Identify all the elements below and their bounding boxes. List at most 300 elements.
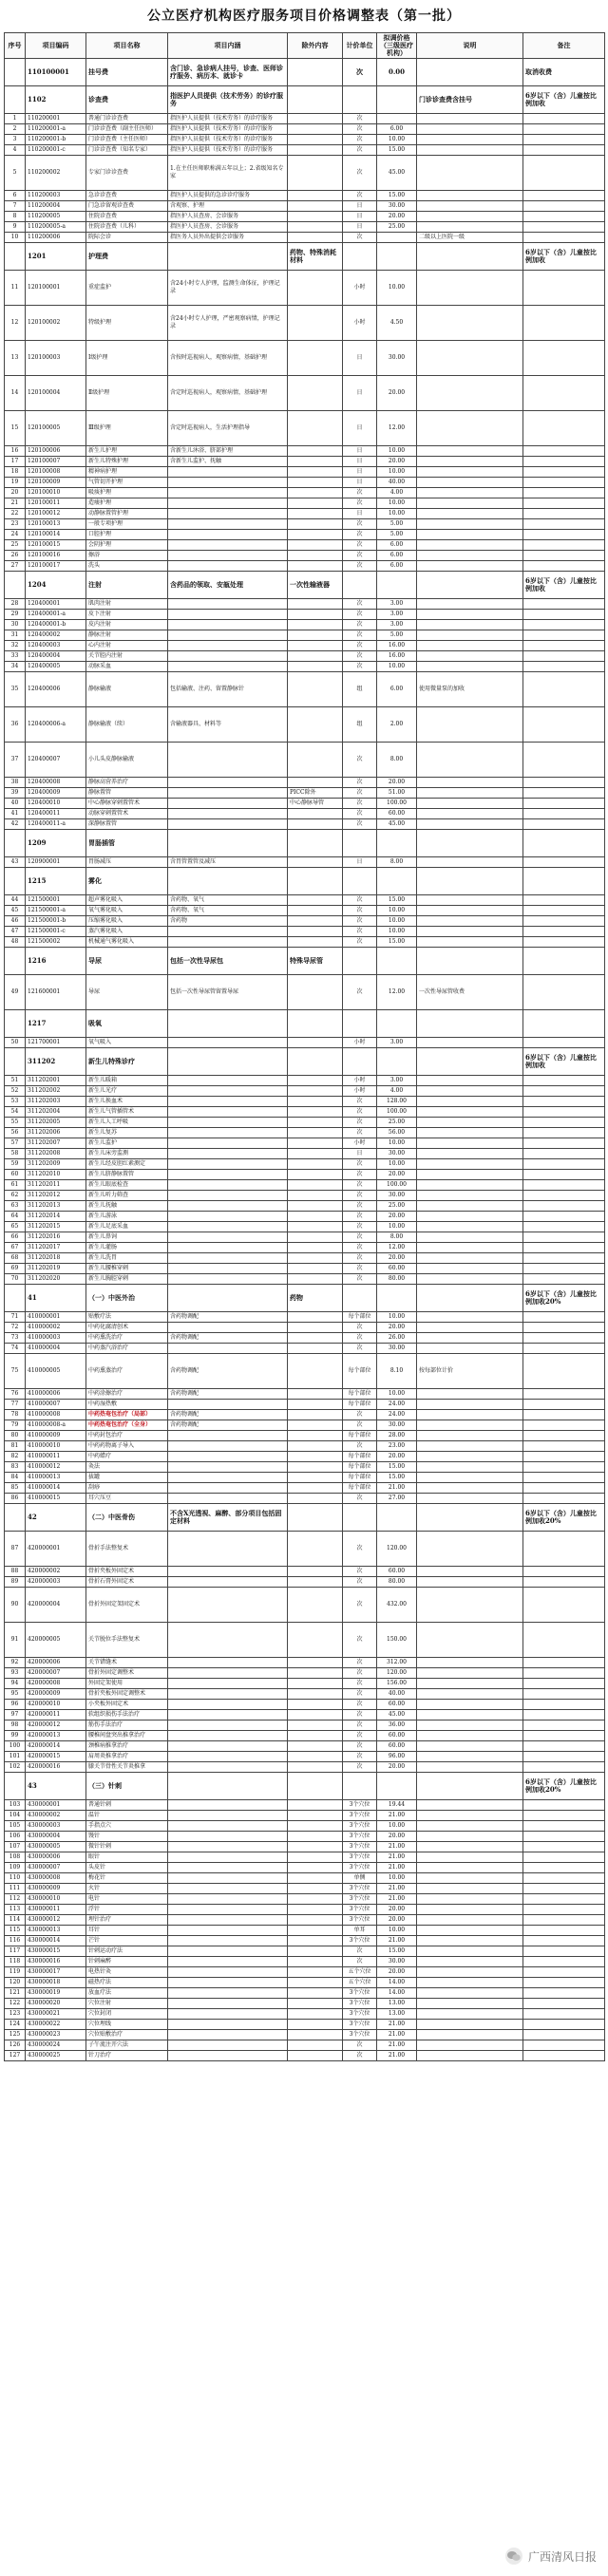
cell-name: 特级护理 (86, 306, 168, 341)
cell-code: 120100017 (26, 561, 86, 572)
cell-seq: 36 (5, 707, 26, 743)
cell-seq: 95 (5, 1689, 26, 1700)
cell-content: 含药品的领取、安瓿处理 (168, 572, 288, 599)
cell-unit: 次 (343, 599, 377, 610)
cell-seq (5, 1773, 26, 1800)
cell-note (417, 1999, 523, 2009)
cell-remark (523, 1170, 605, 1180)
cell-remark (523, 651, 605, 662)
cell-name: 中心静脉穿刺置管术 (86, 799, 168, 809)
cell-note (417, 1086, 523, 1097)
cell-content: 指医护人员提供（技术劳务）的诊疗服务 (168, 135, 288, 145)
cell-unit: 日 (343, 222, 377, 233)
cell-name: 住院诊查费（儿科） (86, 222, 168, 233)
cell-code: 1204 (26, 572, 86, 599)
cell-price: 10.00 (377, 927, 417, 937)
cell-content (168, 1274, 288, 1285)
cell-remark (523, 509, 605, 519)
cell-note (417, 1811, 523, 1821)
cell-content: 含药物调配 (168, 1312, 288, 1323)
cell-seq: 75 (5, 1354, 26, 1389)
cell-remark (523, 1588, 605, 1623)
cell-unit: 次 (343, 124, 377, 135)
cell-seq: 109 (5, 1863, 26, 1873)
cell-name: 新生儿经皮胆红素测定 (86, 1159, 168, 1170)
cell-seq: 79 (5, 1420, 26, 1431)
cell-name: 骨折夹板外固定调整术 (86, 1689, 168, 1700)
cell-unit: 次 (343, 1752, 377, 1762)
cell-price: 3.00 (377, 610, 417, 620)
cell-content (168, 1532, 288, 1567)
cell-exclude (288, 1264, 343, 1274)
table-row (5, 857, 605, 868)
cell-seq: 100 (5, 1741, 26, 1752)
cell-unit: 3个穴位 (343, 1800, 377, 1811)
cell-code: 42 (26, 1504, 86, 1532)
cell-seq (5, 572, 26, 599)
table-row (5, 1323, 605, 1333)
cell-code: 110200004 (26, 201, 86, 212)
cell-code: 430000025 (26, 2051, 86, 2061)
cell-content: 含药物、氧气 (168, 906, 288, 916)
cell-note (417, 830, 523, 857)
cell-unit: 日 (343, 509, 377, 519)
cell-seq: 50 (5, 1038, 26, 1048)
cell-note (417, 561, 523, 572)
cell-remark (523, 1354, 605, 1389)
cell-note (417, 778, 523, 788)
cell-note (417, 1936, 523, 1946)
cell-code: 120400002 (26, 630, 86, 641)
cell-exclude (288, 271, 343, 306)
cell-name: 贴敷疗法 (86, 1312, 168, 1323)
cell-unit: 单侧 (343, 1873, 377, 1884)
cell-price: 40.00 (377, 1689, 417, 1700)
cell-remark (523, 467, 605, 478)
cell-note (417, 306, 523, 341)
cell-remark (523, 1852, 605, 1863)
cell-code: 420000007 (26, 1668, 86, 1679)
cell-note (417, 1462, 523, 1473)
table-row (5, 1473, 605, 1483)
cell-code: 120100015 (26, 540, 86, 551)
category-row (5, 572, 605, 599)
cell-remark (523, 1884, 605, 1894)
cell-code: 430000011 (26, 1905, 86, 1915)
cell-exclude (288, 778, 343, 788)
cell-exclude (288, 1946, 343, 1957)
cell-name: 肌肉注射 (86, 599, 168, 610)
cell-remark (523, 1679, 605, 1689)
cell-exclude (288, 1452, 343, 1462)
cell-code: 110200005-a (26, 222, 86, 233)
cell-remark (523, 1191, 605, 1201)
table-row (5, 788, 605, 799)
cell-exclude: 特殊导尿管 (288, 948, 343, 975)
cell-name: 梅花针 (86, 1873, 168, 1884)
table-row (5, 446, 605, 457)
table-row (5, 1274, 605, 1285)
cell-unit: 3个穴位 (343, 1811, 377, 1821)
cell-price: 10.00 (377, 271, 417, 306)
cell-content (168, 1191, 288, 1201)
cell-exclude (288, 1410, 343, 1420)
cell-unit: 次 (343, 975, 377, 1010)
cell-remark (523, 519, 605, 530)
cell-remark (523, 1731, 605, 1741)
cell-remark (523, 212, 605, 222)
cell-note (417, 1389, 523, 1400)
cell-name: 头皮针 (86, 1863, 168, 1873)
cell-seq: 65 (5, 1222, 26, 1232)
cell-unit: 小时 (343, 1138, 377, 1149)
cell-exclude (288, 1710, 343, 1720)
cell-content (168, 927, 288, 937)
cell-seq: 73 (5, 1333, 26, 1344)
cell-name: 电针 (86, 1894, 168, 1905)
cell-price: 21.00 (377, 1483, 417, 1494)
cell-code: 120400011-a (26, 819, 86, 830)
cell-name: 皮下注射 (86, 610, 168, 620)
cell-unit: 次 (343, 1243, 377, 1253)
cell-unit: 次 (343, 1323, 377, 1333)
cell-name: 穴位注射 (86, 1999, 168, 2009)
cell-exclude (288, 233, 343, 243)
cell-unit: 次 (343, 561, 377, 572)
cell-remark: 6岁以下（含）儿童按比例加收 (523, 86, 605, 114)
cell-name: 芒针 (86, 1936, 168, 1946)
cell-remark (523, 114, 605, 124)
cell-content: 指医护人员查房、会诊服务 (168, 212, 288, 222)
cell-name: （三）针刺 (86, 1773, 168, 1800)
table-row (5, 743, 605, 778)
cell-seq: 62 (5, 1191, 26, 1201)
cell-content (168, 819, 288, 830)
cell-remark: 6岁以下（含）儿童按比例加收 (523, 1048, 605, 1076)
cell-seq: 61 (5, 1180, 26, 1191)
cell-unit: 单耳 (343, 1926, 377, 1936)
cell-content (168, 610, 288, 620)
table-row (5, 498, 605, 509)
table-row (5, 2051, 605, 2061)
cell-exclude (288, 376, 343, 411)
cell-name: 磁热疗法 (86, 1978, 168, 1988)
cell-name: 动静脉置管护理 (86, 509, 168, 519)
cell-exclude (288, 1441, 343, 1452)
cell-name: 中药热奄包治疗（局部） (86, 1410, 168, 1420)
cell-name: 针刺运动疗法 (86, 1946, 168, 1957)
cell-remark (523, 551, 605, 561)
cell-seq: 74 (5, 1344, 26, 1354)
cell-price: 40.00 (377, 478, 417, 488)
cell-unit (343, 1010, 377, 1038)
cell-name: 新生儿胸腔穿刺 (86, 1274, 168, 1285)
cell-note (417, 1344, 523, 1354)
cell-name: 软组织损伤手法治疗 (86, 1710, 168, 1720)
cell-unit: 次 (343, 743, 377, 778)
cell-unit: 小时 (343, 271, 377, 306)
cell-content (168, 620, 288, 630)
cell-content (168, 1344, 288, 1354)
cell-note (417, 1128, 523, 1138)
cell-exclude (288, 2020, 343, 2030)
table-row (5, 457, 605, 467)
cell-seq: 45 (5, 906, 26, 916)
cell-name: 中药蜡疗 (86, 1452, 168, 1462)
cell-note: 按每部位计价 (417, 1354, 523, 1389)
cell-remark (523, 1967, 605, 1978)
cell-exclude (288, 1679, 343, 1689)
cell-unit (343, 1773, 377, 1800)
cell-code: 311202009 (26, 1159, 86, 1170)
cell-code: 110200001-c (26, 145, 86, 156)
cell-price: 3.00 (377, 599, 417, 610)
cell-remark (523, 1689, 605, 1700)
cell-remark (523, 1946, 605, 1957)
cell-note (417, 1957, 523, 1967)
cell-name: 子午流注开穴法 (86, 2040, 168, 2051)
cell-unit: 每个部位 (343, 1462, 377, 1473)
cell-seq: 123 (5, 2009, 26, 2020)
cell-price: 13.00 (377, 1999, 417, 2009)
cell-price: 20.00 (377, 1452, 417, 1462)
cell-price: 4.00 (377, 1086, 417, 1097)
cell-name: 新生儿足底采血 (86, 1222, 168, 1232)
cell-name: 超声雾化吸入 (86, 895, 168, 906)
table-row (5, 1354, 605, 1389)
cell-content (168, 651, 288, 662)
cell-exclude (288, 1010, 343, 1038)
cell-exclude (288, 1097, 343, 1107)
cell-note (417, 1623, 523, 1658)
cell-content: 含输液器具、材料等 (168, 707, 288, 743)
cell-code: 120100003 (26, 341, 86, 376)
cell-code: 110200005 (26, 212, 86, 222)
cell-unit: 日 (343, 201, 377, 212)
table-row (5, 2009, 605, 2020)
cell-price: 8.10 (377, 1354, 417, 1389)
category-row (5, 1285, 605, 1312)
cell-note (417, 446, 523, 457)
cell-content (168, 2040, 288, 2051)
cell-note (417, 1967, 523, 1978)
cell-content (168, 1128, 288, 1138)
cell-unit: 次 (343, 2051, 377, 2061)
cell-seq (5, 1048, 26, 1076)
cell-content (168, 830, 288, 857)
cell-seq: 39 (5, 788, 26, 799)
cell-note (417, 1107, 523, 1118)
cell-exclude (288, 1999, 343, 2009)
cell-seq: 22 (5, 509, 26, 519)
table-row (5, 341, 605, 376)
cell-name: 动脉采血 (86, 662, 168, 672)
cell-name: 新生儿床旁监测 (86, 1149, 168, 1159)
cell-seq: 7 (5, 201, 26, 212)
cell-remark (523, 1441, 605, 1452)
cell-unit: 次 (343, 1623, 377, 1658)
table-row (5, 306, 605, 341)
cell-price (377, 1285, 417, 1312)
cell-remark (523, 948, 605, 975)
wechat-icon (505, 2548, 522, 2565)
cell-exclude (288, 743, 343, 778)
cell-seq (5, 868, 26, 895)
cell-remark (523, 145, 605, 156)
cell-remark (523, 1243, 605, 1253)
cell-price: 28.00 (377, 1431, 417, 1441)
cell-note (417, 498, 523, 509)
cell-code: 120400003 (26, 641, 86, 651)
cell-name: 新生儿游泳 (86, 1212, 168, 1222)
cell-code: 420000006 (26, 1658, 86, 1668)
cell-content (168, 1999, 288, 2009)
cell-code: 410000012 (26, 1462, 86, 1473)
cell-remark (523, 906, 605, 916)
cell-name: 穴位贴敷治疗 (86, 2030, 168, 2040)
cell-exclude (288, 672, 343, 707)
cell-content: 含定时巡视病人，观察病情，基础护理 (168, 376, 288, 411)
cell-code: 311202014 (26, 1212, 86, 1222)
cell-note (417, 1097, 523, 1107)
cell-content (168, 1905, 288, 1915)
cell-seq: 5 (5, 156, 26, 191)
col-header-name: 项目名称 (86, 33, 168, 59)
cell-name: 一般专项护理 (86, 519, 168, 530)
cell-code: 311202018 (26, 1253, 86, 1264)
cell-name: 雾化 (86, 868, 168, 895)
cell-price: 8.00 (377, 1232, 417, 1243)
cell-name: 外固定架使用 (86, 1679, 168, 1689)
col-header-code: 项目编码 (26, 33, 86, 59)
cell-content (168, 778, 288, 788)
cell-remark (523, 707, 605, 743)
cell-price: 30.00 (377, 1149, 417, 1159)
cell-name: 门诊诊查费（知名专家） (86, 145, 168, 156)
cell-content (168, 1323, 288, 1333)
cell-code: 420000008 (26, 1679, 86, 1689)
cell-name: 新生儿灌肠 (86, 1243, 168, 1253)
cell-exclude (288, 306, 343, 341)
cell-code: 120400009 (26, 788, 86, 799)
cell-price: 21.00 (377, 1852, 417, 1863)
cell-exclude (288, 212, 343, 222)
table-row (5, 1658, 605, 1668)
cell-exclude (288, 1741, 343, 1752)
cell-price (377, 1504, 417, 1532)
cell-remark (523, 1623, 605, 1658)
cell-remark (523, 478, 605, 488)
cell-remark (523, 1842, 605, 1852)
table-row (5, 1926, 605, 1936)
cell-price: 60.00 (377, 1741, 417, 1752)
cell-note (417, 1915, 523, 1926)
cell-price: 12.00 (377, 411, 417, 446)
cell-exclude (288, 341, 343, 376)
cell-seq: 69 (5, 1264, 26, 1274)
cell-note (417, 530, 523, 540)
cell-exclude (288, 145, 343, 156)
table-row (5, 1400, 605, 1410)
cell-code: 121500001-b (26, 916, 86, 927)
cell-exclude (288, 1623, 343, 1658)
cell-content (168, 1731, 288, 1741)
cell-code: 420000010 (26, 1700, 86, 1710)
cell-content (168, 1852, 288, 1863)
cell-name: 静脉置管 (86, 788, 168, 799)
cell-exclude (288, 467, 343, 478)
cell-remark (523, 1532, 605, 1567)
table-row (5, 937, 605, 948)
col-header-unit: 计价单位 (343, 33, 377, 59)
cell-price: 5.00 (377, 630, 417, 641)
cell-code: 121500001-a (26, 906, 86, 916)
cell-exclude (288, 1811, 343, 1821)
cell-name: 新生儿特殊护理 (86, 457, 168, 467)
cell-exclude (288, 651, 343, 662)
cell-note (417, 1800, 523, 1811)
cell-content (168, 937, 288, 948)
cell-code: 420000013 (26, 1731, 86, 1741)
cell-note: 一次性导尿管收费 (417, 975, 523, 1010)
cell-note (417, 114, 523, 124)
cell-code: 120100016 (26, 551, 86, 561)
cell-code: 410000015 (26, 1494, 86, 1504)
cell-name: 新生儿抚触 (86, 1201, 168, 1212)
cell-seq: 11 (5, 271, 26, 306)
cell-exclude (288, 1344, 343, 1354)
cell-remark (523, 1274, 605, 1285)
cell-note (417, 1118, 523, 1128)
table-row (5, 1915, 605, 1926)
cell-unit (343, 948, 377, 975)
cell-code: 311202005 (26, 1118, 86, 1128)
cell-name: 门诊诊查费（主任医师） (86, 135, 168, 145)
cell-name: 会阴护理 (86, 540, 168, 551)
cell-name: 关节脱位手法整复术 (86, 1623, 168, 1658)
cell-note (417, 2030, 523, 2040)
cell-code: 410000004 (26, 1344, 86, 1354)
cell-exclude (288, 1180, 343, 1191)
cell-seq: 12 (5, 306, 26, 341)
cell-name: 新生儿鼻饲 (86, 1232, 168, 1243)
cell-price: 21.00 (377, 2051, 417, 2061)
cell-seq: 78 (5, 1410, 26, 1420)
table-row (5, 1873, 605, 1884)
cell-price: 120.00 (377, 1532, 417, 1567)
cell-exclude (288, 1926, 343, 1936)
cell-seq: 108 (5, 1852, 26, 1863)
cell-remark (523, 1567, 605, 1577)
table-row (5, 561, 605, 572)
cell-code: 120400004 (26, 651, 86, 662)
cell-code: 120100014 (26, 530, 86, 540)
cell-price: 20.00 (377, 1212, 417, 1222)
cell-code: 120400010 (26, 799, 86, 809)
cell-remark (523, 1212, 605, 1222)
cell-seq: 29 (5, 610, 26, 620)
cell-seq: 127 (5, 2051, 26, 2061)
cell-seq: 120 (5, 1978, 26, 1988)
cell-unit: 次 (343, 1957, 377, 1967)
table-row (5, 201, 605, 212)
table-row (5, 1128, 605, 1138)
cell-seq: 116 (5, 1936, 26, 1946)
cell-content (168, 1873, 288, 1884)
cell-unit: 次 (343, 1253, 377, 1264)
cell-content (168, 1700, 288, 1710)
cell-content: 含定时巡视病人，生活护理指导 (168, 411, 288, 446)
